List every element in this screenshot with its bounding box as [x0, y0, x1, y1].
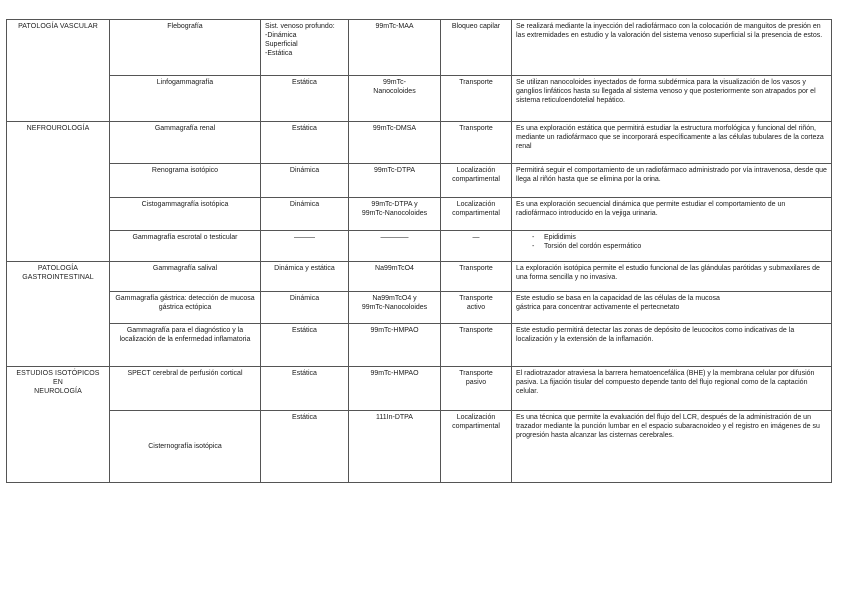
tracer-cell: 99mTc-DMSA [349, 122, 441, 164]
exam-name-cell: Flebografía [110, 20, 261, 76]
mechanism-cell: Transporte [441, 76, 512, 122]
tracer-cell: 99mTc- Nanocoloides [349, 76, 441, 122]
table-row [7, 231, 832, 262]
tracer-cell: 99mTc-DTPA y 99mTc-Nanocoloides [349, 198, 441, 231]
tracer-cell: 99mTc-DTPA [349, 164, 441, 198]
description-cell: Es una técnica que permite la evaluación del flujo del LCR, después de la administración de un trazador mediante la punción lumbar en el espacio subaracnoideo y el registro en imágenes de su progresión hasta alcanzar las cisternas cerebrales. [512, 411, 832, 483]
mechanism-cell: Transporte [441, 122, 512, 164]
tracer-cell: 99mTc-HMPAO [349, 367, 441, 411]
exam-name-cell: Gammagrafía gástrica: detección de mucosa gástrica ectópica [110, 292, 261, 324]
exam-type-cell: Dinámica [261, 164, 349, 198]
exam-name-cell: Renograma isotópico [110, 164, 261, 198]
exam-type-cell: Estática [261, 122, 349, 164]
exam-name-cell: SPECT cerebral de perfusión cortical [110, 367, 261, 411]
description-cell: La exploración isotópica permite el estudio funcional de las glándulas parótidas y submaxilares de una forma sencilla y no invasiva. [512, 262, 832, 292]
description-cell: Se realizará mediante la inyección del radiofármaco con la colocación de manguitos de presión en las extremidades en estudio y la valoración del sistema venoso superficial si la presencia de estos. [512, 20, 832, 76]
table-row [7, 262, 832, 292]
mechanism-cell: Transporte [441, 262, 512, 292]
diagnosis-list [516, 233, 827, 251]
table-row [7, 367, 832, 411]
mechanism-cell: Localización compartimental [441, 198, 512, 231]
mechanism-cell: Localización compartimental [441, 164, 512, 198]
table-row [7, 292, 832, 324]
tracer-cell: Na99mTcO4 y 99mTc-Nanocoloides [349, 292, 441, 324]
exam-type-cell: Estática [261, 76, 349, 122]
tracer-cell: ———— [349, 231, 441, 262]
mechanism-cell: — [441, 231, 512, 262]
mechanism-cell: Localización compartimental [441, 411, 512, 483]
tracer-cell: 111In-DTPA [349, 411, 441, 483]
table-row [7, 324, 832, 367]
mechanism-cell: Transporte pasivo [441, 367, 512, 411]
description-cell [512, 231, 832, 262]
table-row [7, 76, 832, 122]
table-row [7, 411, 832, 483]
description-cell: Es una exploración secuencial dinámica que permite estudiar el comportamiento de un radiofármaco introducido en la vejiga urinaria. [512, 198, 832, 231]
table-row [7, 20, 832, 76]
description-cell: Permitirá seguir el comportamiento de un radiofármaco administrado por vía intravenosa, desde que llega al riñón hasta que se elimina por la orina. [512, 164, 832, 198]
tracer-cell: Na99mTcO4 [349, 262, 441, 292]
table-row [7, 164, 832, 198]
exam-type-cell: Dinámica [261, 198, 349, 231]
exam-name-cell: Gammagrafía para el diagnóstico y la localización de la enfermedad inflamatoria [110, 324, 261, 367]
exam-name-cell: Cisternografía isotópica [110, 411, 261, 483]
description-cell: Se utilizan nanocoloides inyectados de forma subdérmica para la visualización de los vasos y ganglios linfáticos hasta su llegada al sistema venoso y que posteriormente son atrapados por el sistema reticuloendotelial hepático. [512, 76, 832, 122]
tracer-cell: 99mTc-HMPAO [349, 324, 441, 367]
list-item: - Epididimis [544, 233, 827, 242]
description-cell: Este estudio se basa en la capacidad de las células de la mucosa gástrica para concentrar activamente el pertecnetato [512, 292, 832, 324]
mechanism-cell: Transporte [441, 324, 512, 367]
mechanism-cell: Transporte activo [441, 292, 512, 324]
exam-type-cell: Estática [261, 411, 349, 483]
category-cell: NEFROUROLOGÍA [7, 122, 110, 262]
exam-name-cell: Gammagrafía salival [110, 262, 261, 292]
nuclear-medicine-table [6, 19, 832, 483]
table-row [7, 198, 832, 231]
mechanism-cell: Bloqueo capilar [441, 20, 512, 76]
category-cell: ESTUDIOS ISOTÓPICOS EN NEUROLOGÍA [7, 367, 110, 483]
description-cell: Es una exploración estática que permitirá estudiar la estructura morfológica y funcional del riñón, mediante un radiofármaco que se incorporará específicamente a las células tubulares de la corteza renal [512, 122, 832, 164]
exam-type-cell: ——— [261, 231, 349, 262]
exam-name-cell: Gammagrafía escrotal o testicular [110, 231, 261, 262]
exam-type-cell: Dinámica y estática [261, 262, 349, 292]
exam-name-cell: Linfogammagrafía [110, 76, 261, 122]
category-cell: PATOLOGÍA GASTROINTESTINAL [7, 262, 110, 367]
exam-type-cell: Dinámica [261, 292, 349, 324]
exam-type-cell: Estática [261, 324, 349, 367]
list-item: - Torsión del cordón espermático [544, 242, 827, 251]
exam-type-cell: Sist. venoso profundo: -Dinámica Superficial -Estática [261, 20, 349, 76]
category-cell: PATOLOGÍA VASCULAR [7, 20, 110, 122]
exam-name-cell: Cistogammagrafía isotópica [110, 198, 261, 231]
exam-name-cell: Gammagrafía renal [110, 122, 261, 164]
description-cell: El radiotrazador atraviesa la barrera hematoencefálica (BHE) y la membrana celular por difusión pasiva. La fijación tisular del compuesto depende tanto del flujo regional como de la captación celular. [512, 367, 832, 411]
description-cell: Este estudio permitirá detectar las zonas de depósito de leucocitos como indicativas de la localización y la extensión de la inflamación. [512, 324, 832, 367]
exam-type-cell: Estática [261, 367, 349, 411]
tracer-cell: 99mTc-MAA [349, 20, 441, 76]
table-row [7, 122, 832, 164]
